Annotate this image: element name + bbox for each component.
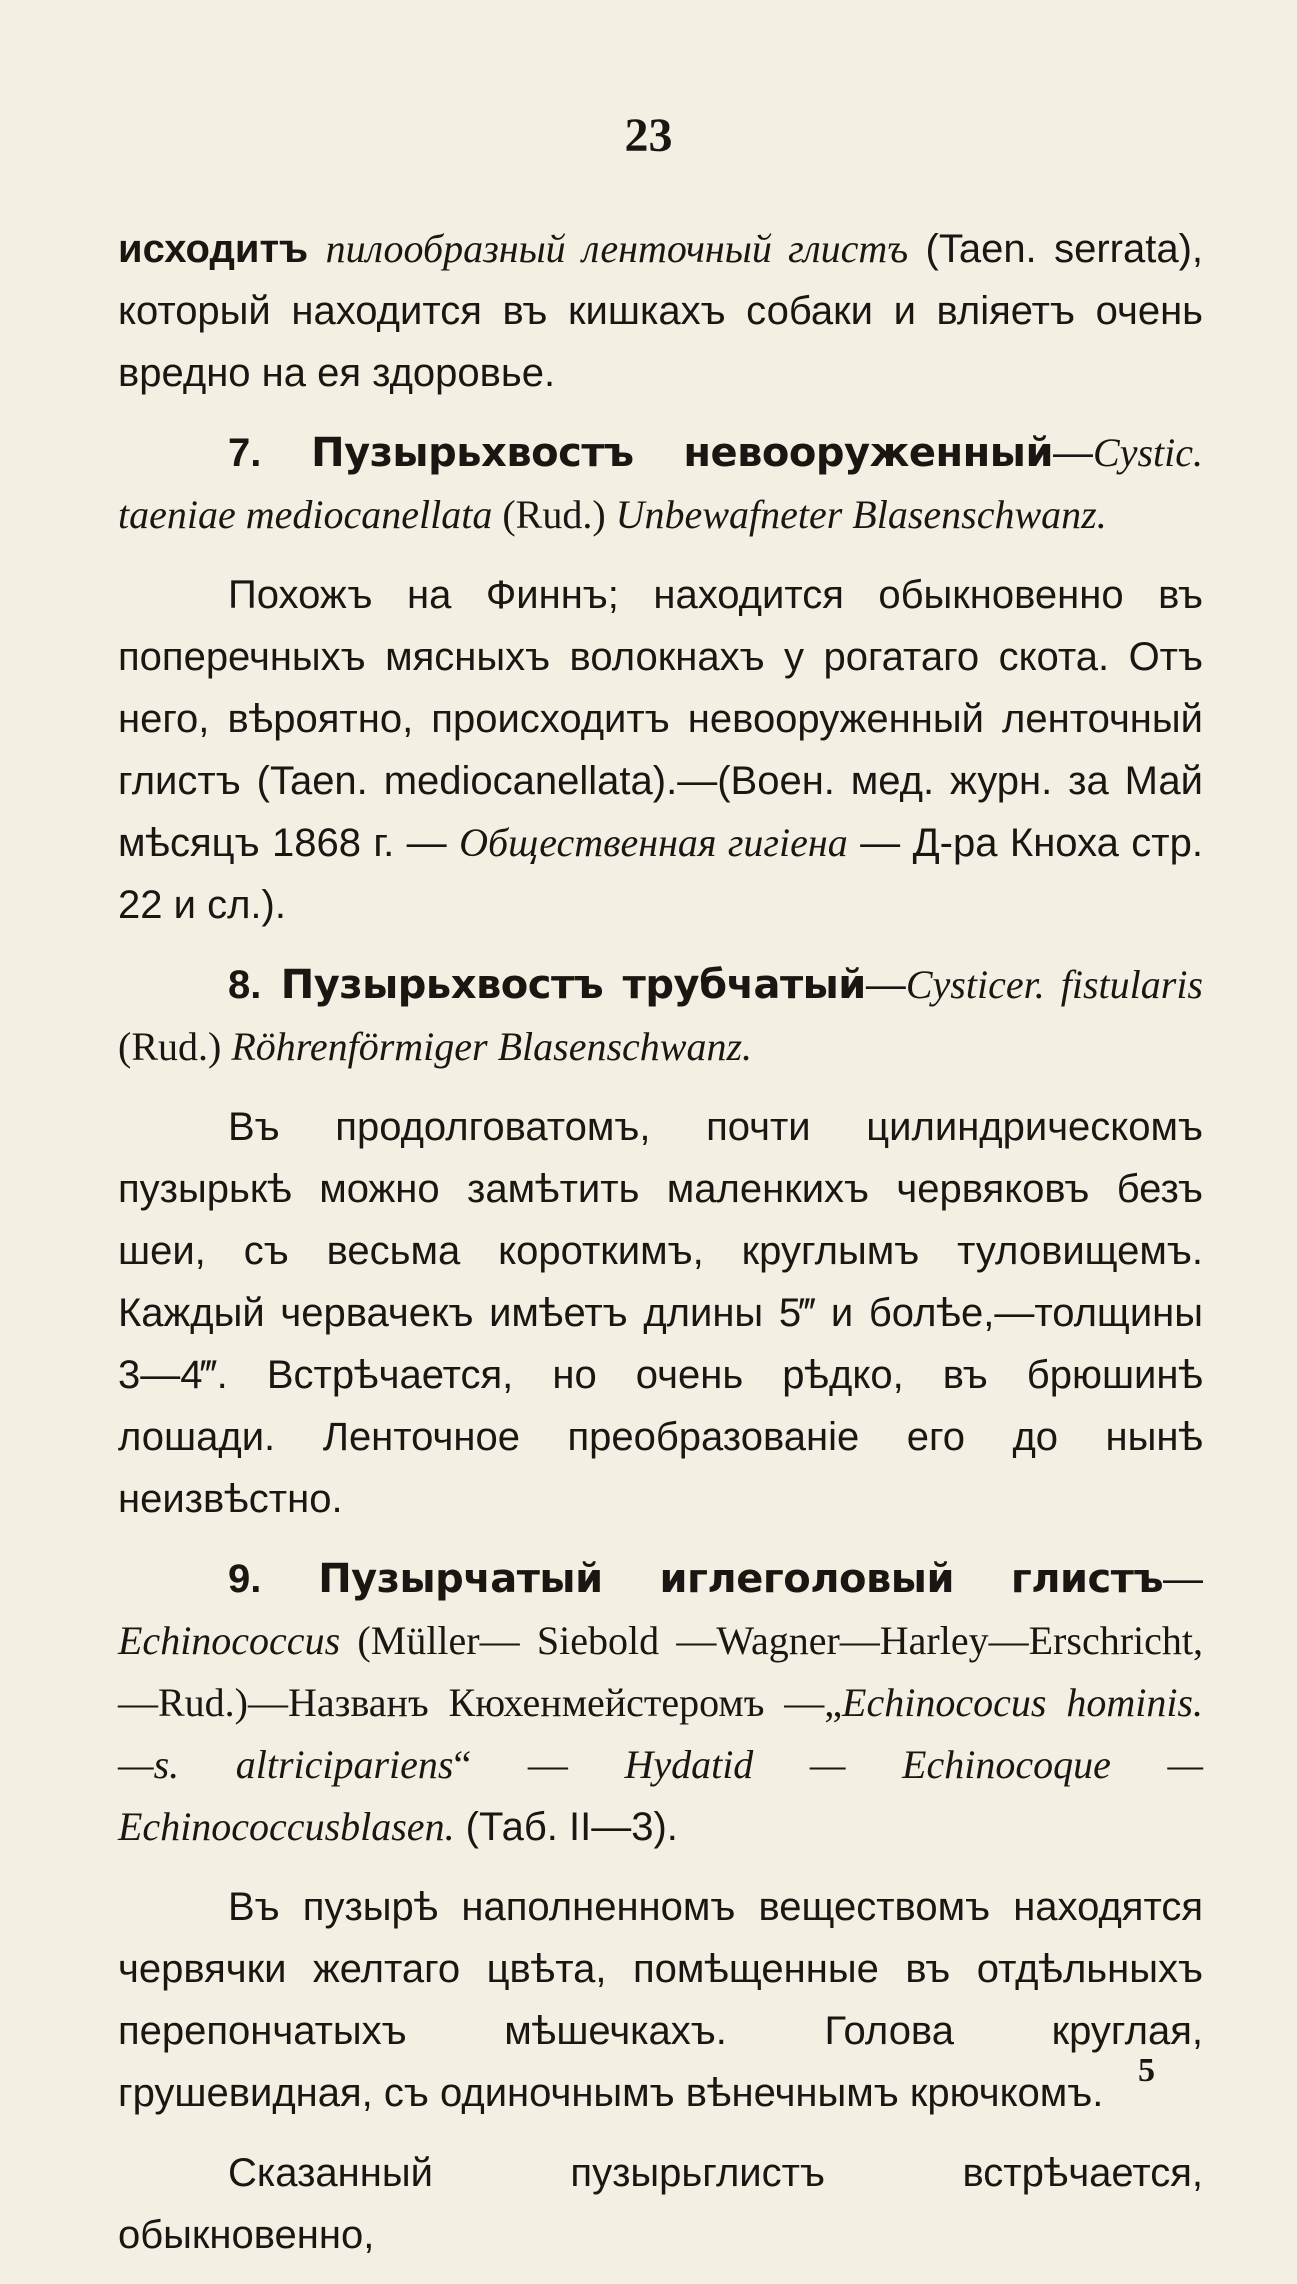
italic-term: Общественная гигіена	[459, 820, 848, 865]
section-number: 7.	[228, 431, 262, 475]
table-reference: (Таб. II—3).	[454, 1805, 678, 1849]
section-title: Пузырьхвостъ невооруженный	[261, 430, 1054, 476]
paragraph	[118, 564, 1203, 936]
page-number: 23	[624, 109, 673, 162]
italic-term: пилообразный ленточный глистъ	[325, 226, 909, 271]
quote-mark: “ —	[453, 1742, 625, 1787]
paragraph-text: исходитъ	[118, 227, 326, 271]
latin-author: (Rud.)	[492, 492, 616, 537]
latin-name: Echinococcus	[118, 1618, 341, 1663]
paragraph-text: — Д-ра Кноха стр. 22 и сл.).	[118, 821, 1203, 927]
latin-author: (Rud.)	[118, 1024, 232, 1069]
section-title: Пузырьхвостъ трубчатый	[261, 962, 866, 1008]
german-name: Unbewafneter Blasenschwanz.	[615, 492, 1107, 537]
dash: —	[1053, 431, 1094, 475]
section-heading-9	[118, 1548, 1203, 1858]
german-name: Röhrenförmiger Blasenschwanz.	[231, 1024, 753, 1069]
latin-name: Cysticer. fistularis	[905, 962, 1203, 1007]
page-body	[118, 218, 1203, 2284]
dash: —	[1163, 1557, 1203, 1601]
paragraph-text: (Taen. serrata), который находится въ кишкахъ собаки и вліяетъ очень вредно на ея здоровье.	[118, 227, 1204, 395]
section-number: 9.	[228, 1557, 262, 1601]
latin-authors: (Müller— Siebold —Wagner—Harley—Erschricht,—Rud.)—Названъ Кюхенмейстеромъ —„	[118, 1618, 1203, 1725]
synonyms: Hydatid — Echinocoque — Echinococcusblasen.	[118, 1742, 1204, 1849]
paragraph-continuation	[118, 218, 1203, 404]
paragraph-text: Сказанный пузырьглистъ встрѣчается, обыкновенно,	[118, 2151, 1203, 2257]
dash: —	[865, 963, 906, 1007]
section-number: 8.	[228, 963, 262, 1007]
paragraph	[118, 1096, 1203, 1530]
section-heading-8	[118, 954, 1203, 1078]
signature-mark: 5	[1138, 2052, 1155, 2089]
paragraph-text: Въ продолговатомъ, почти цилиндрическомъ пузырькѣ можно замѣтить маленкихъ червяковъ безъ шеи, съ весьма короткимъ, круглымъ туловищемъ. Каждый червачекъ имѣетъ длины 5‴ и болѣе,—толщины 3—4‴. Встрѣчается, но очень рѣдко, въ брюшинѣ лошади. Ленточное преобразованіе его до нынѣ неизвѣстно.	[118, 1105, 1203, 1521]
latin-name: Cystic. taeniae mediocanellata	[118, 430, 1203, 537]
paragraph-text: Въ пузырѣ наполненномъ веществомъ находятся червячки желтаго цвѣта, помѣщенные въ отдѣльныхъ перепончатыхъ мѣшечкахъ. Голова круглая, грушевидная, съ одиночнымъ вѣнечнымъ крючкомъ.	[118, 1885, 1203, 2115]
section-heading-7	[118, 422, 1203, 546]
paragraph	[118, 2142, 1203, 2266]
paragraph	[118, 1876, 1203, 2124]
latin-name: Echinococus hominis.—s. altricipariens	[118, 1680, 1203, 1787]
section-title: Пузырчатый иглеголовый глистъ	[261, 1556, 1163, 1602]
paragraph-text: Похожъ на Финнъ; находится обыкновенно въ поперечныхъ мясныхъ волокнахъ у рогатаго скота. Отъ него, вѣроятно, происходитъ невооруженный ленточный глистъ (Taen. mediocanellata).—(Воен. мед. журн. за Май мѣсяцъ 1868 г. —	[118, 573, 1203, 865]
